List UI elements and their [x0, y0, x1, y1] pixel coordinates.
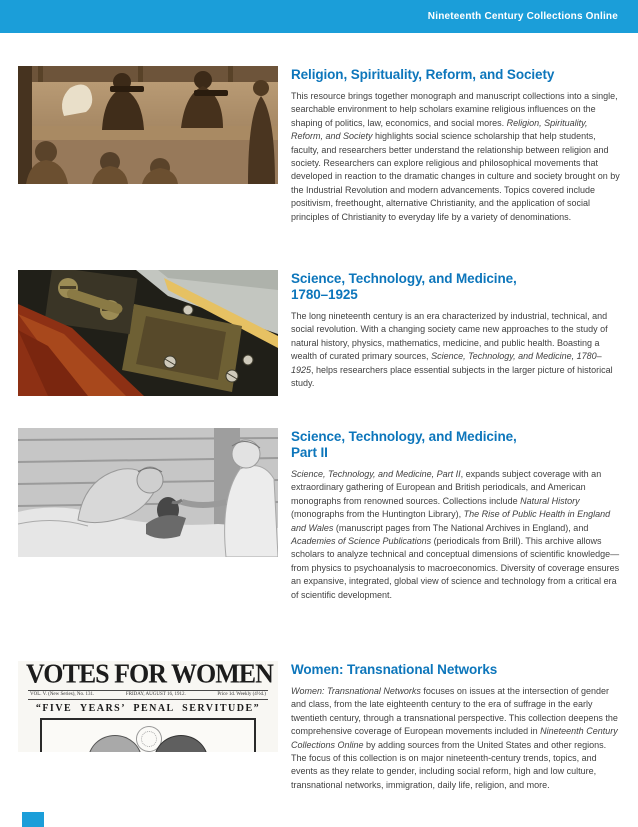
- brand-title: Nineteenth Century Collections Online: [427, 11, 618, 22]
- section-title: Science, Technology, and Medicine, Part II: [291, 429, 517, 460]
- newspaper-price: Price 1d. Weekly (4½d.): [217, 692, 266, 697]
- newspaper-volume: VOL. V. (New Series), No. 131.: [30, 692, 95, 697]
- medical-engraving-image: [18, 428, 278, 557]
- newspaper-rule: [28, 699, 268, 700]
- portrait-oval-left: [88, 735, 142, 752]
- app-header: [0, 0, 638, 33]
- section-religion: [18, 66, 620, 224]
- instrument-photo: [18, 270, 278, 396]
- section-paragraph: The long nineteenth century is an era characterized by industrial, technical, and social revolution. With a changing society came new approaches to the study of natural history, physics, mathematics, medicine, and public health. Boasting a wealth of curated primary sources, Science, Technology, and Medicine, 1780–1925, helps researchers place essential subjects in the larger picture of historical study.: [291, 311, 613, 389]
- newspaper-info-line: [26, 691, 270, 698]
- section-paragraph: This resource brings together monograph and manuscript collections into a single, searchable environment to help scholars examine religious influences on the shaping of politics, law, economics, and social mores. Religion, Spirituality, Reform, and Society highlights social science scholarship that help students, faculty, and researchers better understand the relationship between religion and society. Researchers can explore religious and philosophical movements that developed in reaction to the dramatic changes in culture and society brought on by the Industrial Revolution and modern advancements. Topics covered include positivism, freethought, alternative Christianity, and the application of social principles of Christianity to everyday life by a variety of denominations.: [291, 91, 620, 222]
- section-women-networks: [18, 661, 620, 792]
- section-text: [291, 428, 620, 602]
- newspaper-masthead: VOTES FOR WOMEN: [26, 661, 273, 689]
- engraving-photo: [18, 428, 278, 557]
- section-title: Women: Transnational Networks: [291, 662, 498, 677]
- section-stm-1780-1925: [18, 270, 620, 396]
- footer-brand-mark: [22, 812, 44, 827]
- section-title: Science, Technology, and Medicine, 1780–1925: [291, 271, 517, 302]
- section-text: [291, 66, 620, 224]
- section-text: [291, 661, 620, 792]
- section-paragraph: Science, Technology, and Medicine, Part II, expands subject coverage with an extraordinary gathering of European and British periodicals, and American monographs from renowned sources. Collections include Natural History (monographs from the Huntington Library), The Rise of Public Health in England and Wales (manuscript pages from The National Archives in England), and Academies of Science Publications (periodicals from Brill). This archive allows scholars to analyze technical and conceptual dimensions of scientific knowledge—from physics to psychoanalysis to macroeconomics. Diversity of coverage ensures an expansive, integrated, global view of science and technology from a critical era of scientific development.: [291, 469, 620, 600]
- section-paragraph: Women: Transnational Networks focuses on issues at the intersection of gender and class, from the late eighteenth century to the era of suffrage in the early twentieth century, through a transnational perspective. This collection deepens the comprehensive coverage of European movements included in Nineteenth Century Collections Online by adding sources from the United States and other regions. The focus of this collection is on major nineteenth-century trends, topics, and events as they relate to gender, including social reform, high and low culture, transnational networks, immigration, daily life, religion, and more.: [291, 686, 618, 790]
- section-title: Religion, Spirituality, Reform, and Society: [291, 67, 555, 82]
- religion-photo: [18, 66, 278, 184]
- section-stm-part-ii: [18, 428, 620, 602]
- newspaper-photo-frame: [40, 718, 256, 752]
- newspaper-photo: [18, 661, 278, 752]
- section-text: [291, 270, 620, 396]
- brass-instrument-image: [18, 270, 278, 396]
- newspaper-date: FRIDAY, AUGUST 16, 1912.: [125, 692, 186, 697]
- votes-for-women-newspaper-image: [18, 661, 278, 752]
- newspaper-headline: “FIVE YEARS’ PENAL SERVITUDE”: [35, 703, 261, 714]
- monks-photo-image: [18, 66, 278, 184]
